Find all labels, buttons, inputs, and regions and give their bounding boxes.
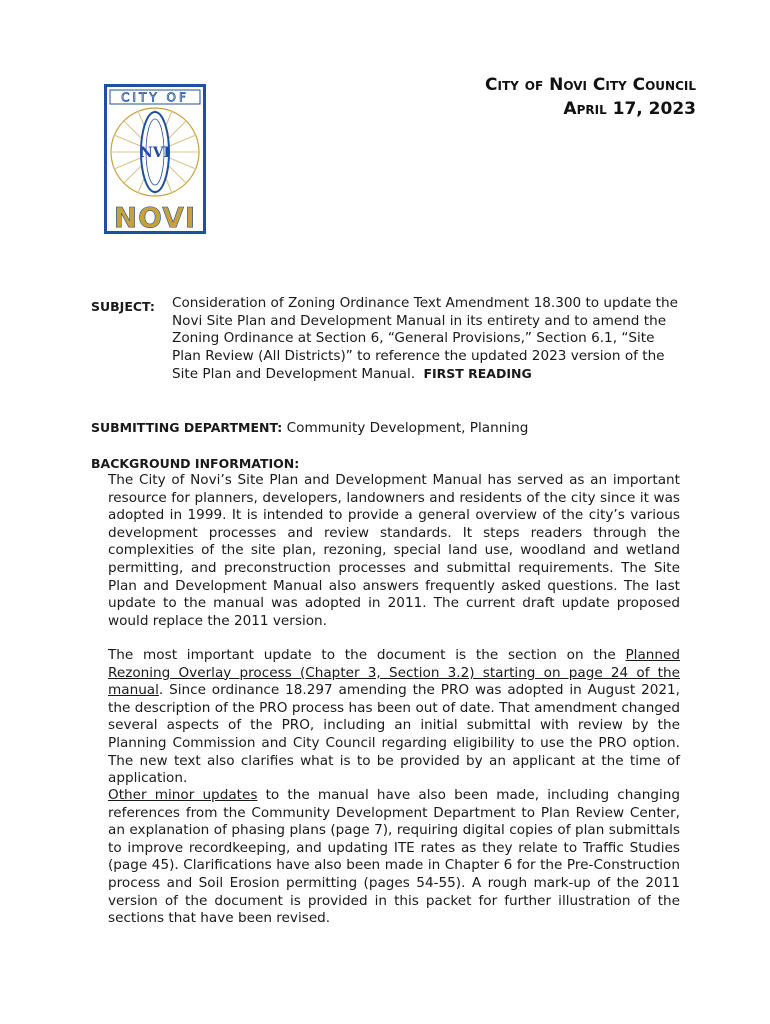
wheel-icon — [111, 108, 199, 196]
logo-bottom-text: NOVI — [113, 201, 197, 234]
logo-top-text: CITY OF — [121, 90, 189, 105]
subject-label: SUBJECT: — [91, 299, 155, 314]
p2-rest: . Since ordinance 18.297 amending the PRO was adopted in August 2021, the description of the PRO process has been out of date. That amendment changed several aspects of the PRO, including an initial submittal with review by the Planning Commission and City Council regarding eligibility to use the PRO option. The new text also clarifies what is to be provided by an applicant at the time of application. — [108, 682, 680, 787]
background-paragraph-2 — [108, 647, 680, 788]
reading-label: FIRST READING — [423, 366, 532, 382]
p2-intro: The most important update to the document is the section on the — [108, 647, 626, 663]
header-council: City of Novi City Council — [485, 75, 696, 95]
p3-rest: to the manual have also been made, including changing references from the Community Development Department to Plan Review Center, an explanation of phasing plans (page 7), requiring digital copies of plan submittals to improve recordkeeping, and updating ITE rates as they relate to Traffic Studies (page 45). Clarifications have also been made in Chapter 6 for the Pre-Construction process and Soil Erosion permitting (pages 54-55). A rough mark-up of the 2011 version of the document is provided in this packet for further illustration of the sections that have been revised. — [108, 787, 680, 927]
header-date: April 17, 2023 — [563, 99, 696, 119]
department-value: Community Development, Planning — [286, 420, 529, 436]
minor-updates-link[interactable]: Other minor updates — [108, 787, 258, 803]
department-label: SUBMITTING DEPARTMENT: — [91, 420, 283, 435]
city-of-novi-logo — [104, 84, 206, 234]
submitting-department — [91, 419, 691, 438]
background-paragraph-3 — [108, 787, 680, 928]
background-label: BACKGROUND INFORMATION: — [91, 456, 300, 471]
subject-text — [172, 295, 682, 384]
logo-monogram: NVI — [139, 145, 171, 161]
pro-process-link[interactable]: Planned Rezoning Overlay process (Chapter 3, Section 3.2) starting on page 24 of the manual — [108, 647, 680, 699]
subject-description: Consideration of Zoning Ordinance Text Amendment 18.300 to update the Novi Site Plan and Development Manual in its entirety and to amend the Zoning Ordinance at Section 6, “General Provisions,” Section 6.1, “Site Plan Review (All Districts)” to reference the updated 2023 version of the Site Plan and Development Manual. — [172, 295, 678, 383]
background-paragraph-1: The City of Novi’s Site Plan and Development Manual has served as an important resource for planners, developers, landowners and residents of the city since it was adopted in 1999. It is intended to provide a general overview of the city’s various development processes and review standards. It steps readers through the complexities of the site plan, rezoning, special land use, woodland and wetland permitting, and preconstruction processes and submittal requirements. The Site Plan and Development Manual also answers frequently asked questions. The last update to the manual was adopted in 2011. The current draft update proposed would replace the 2011 version. — [108, 472, 680, 629]
